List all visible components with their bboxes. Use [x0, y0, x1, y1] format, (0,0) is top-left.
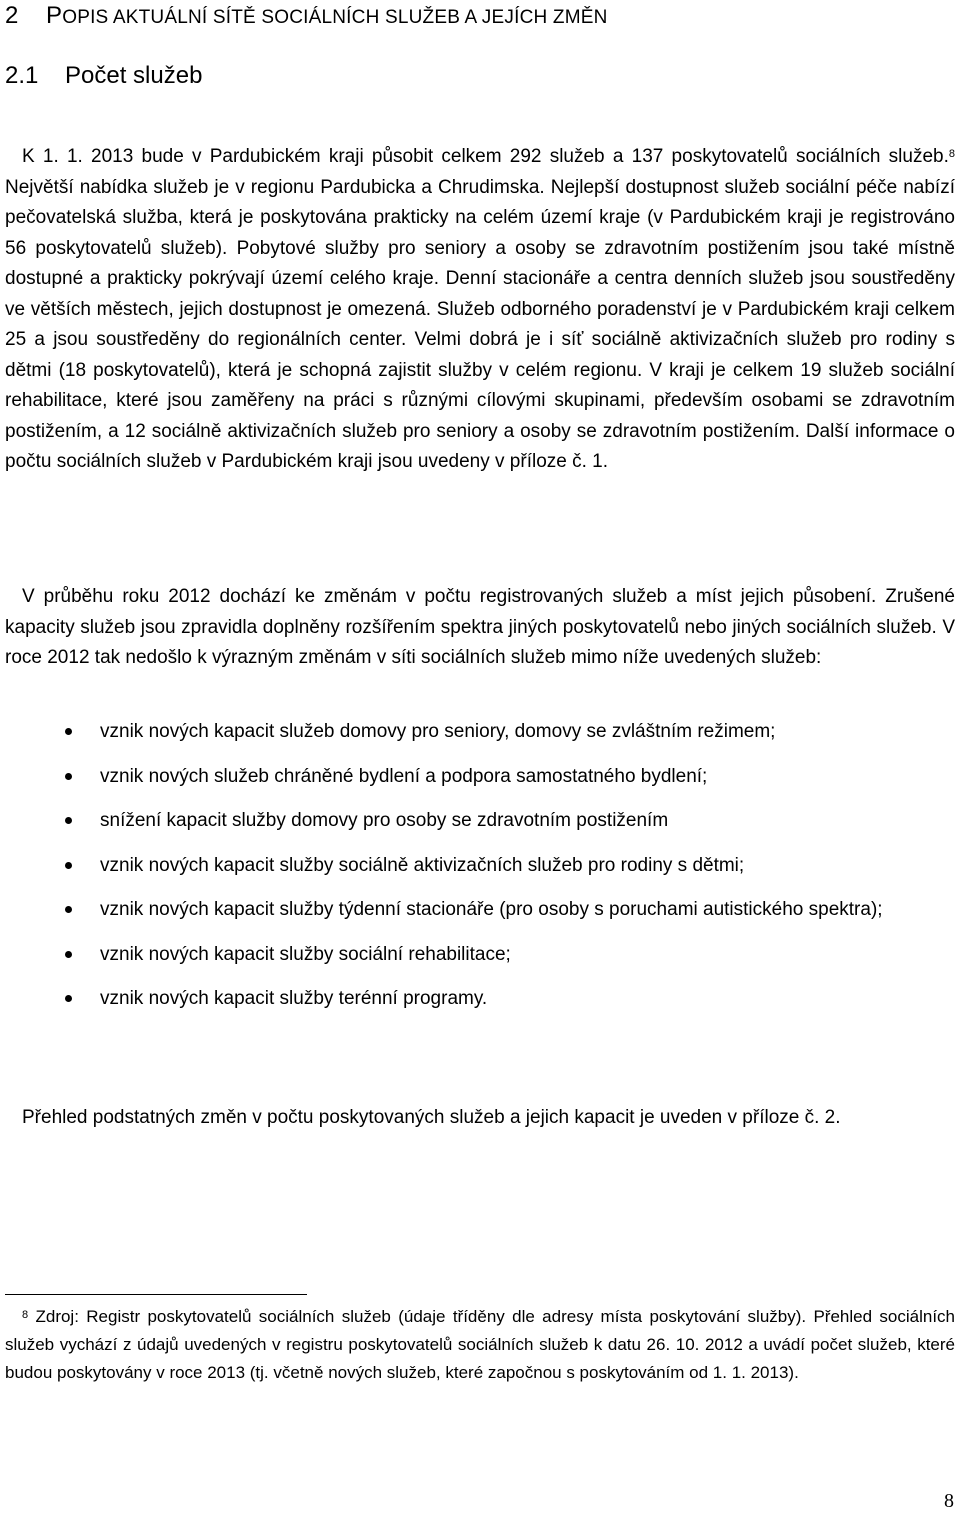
- bullet-icon: [65, 995, 72, 1002]
- list-item: vznik nových kapacit služby týdenní stacionáře (pro osoby s poruchami autistického spektra);: [5, 895, 955, 926]
- paragraph-text: K 1. 1. 2013 bude v Pardubickém kraji působit celkem 292 služeb a 137 poskytovatelů sociálních služeb.: [22, 146, 949, 167]
- changes-list: [5, 717, 955, 1029]
- chapter-number: 2: [5, 2, 19, 29]
- bullet-icon: [65, 817, 72, 824]
- page-number: 8: [944, 1490, 954, 1512]
- footnote-separator: [5, 1294, 307, 1295]
- bullet-icon: [65, 906, 72, 913]
- bullet-icon: [65, 862, 72, 869]
- footnote-reference: 8: [948, 148, 955, 160]
- bullet-icon: [65, 951, 72, 958]
- list-item: snížení kapacit služby domovy pro osoby se zdravotním postižením: [5, 806, 955, 837]
- section-heading: [5, 62, 202, 90]
- section-number: 2.1: [5, 62, 39, 89]
- chapter-title-initial: P: [46, 2, 63, 29]
- bullet-icon: [65, 773, 72, 780]
- list-item: vznik nových kapacit služby sociálně aktivizačních služeb pro rodiny s dětmi;: [5, 851, 955, 882]
- footnote-number: 8: [22, 1309, 29, 1321]
- footnote-text: Zdroj: Registr poskytovatelů sociálních služeb (údaje tříděny dle adresy místa poskytování služby). Přehled sociálních služeb vychází z údajů uvedených v registru poskytovatelů sociálních služeb k datu 26. 10. 2012 a uvádí počet služeb, které budou poskytovány v roce 2013 (tj. včetně nových služeb, které započnou s poskytováním od 1. 1. 2013).: [5, 1307, 955, 1382]
- chapter-heading: [5, 2, 608, 30]
- paragraph-annex-reference: Přehled podstatných změn v počtu poskytovaných služeb a jejich kapacit je uveden v příloze č. 2.: [22, 1107, 841, 1128]
- paragraph-text: Největší nabídka služeb je v regionu Pardubicka a Chrudimska. Nejlepší dostupnost služeb sociální péče nabízí pečovatelská služba, která je poskytována prakticky na celém území kraje (v Pardubickém kraji je registrováno 56 poskytovatelů služeb). Pobytové služby pro seniory a osoby se zdravotním postižením jsou také místně dostupné a prakticky pokrývají území celého kraje. Denní stacionáře a centra denních služeb jsou soustředěny ve větších městech, jejich dostupnost je omezená. Služeb odborného poradenství je v Pardubickém kraji celkem 25 a jsou soustředěny do regionálních center. Velmi dobrá je i síť sociálně aktivizačních služeb pro rodiny s dětmi (18 poskytovatelů), která je schopná zajistit služby v celém regionu. V kraji je celkem 19 služeb sociální rehabilitace, které jsou zaměřeny na práci s různými cílovými skupinami, především osobami se zdravotním postižením, a 12 sociálně aktivizačních služeb pro seniory a osoby se zdravotním postižením. Další informace o počtu sociálních služeb v Pardubickém kraji jsou uvedeny v příloze č. 1.: [5, 176, 955, 472]
- list-item: vznik nových kapacit služby sociální rehabilitace;: [5, 940, 955, 971]
- paragraph-changes-2012: V průběhu roku 2012 dochází ke změnám v počtu registrovaných služeb a míst jejich působení. Zrušené kapacity služeb jsou zpravidla doplněny rozšířením spektra jiných poskytovatelů nebo jiných sociálních služeb. V roce 2012 tak nedošlo k výrazným změnám v síti sociálních služeb mimo níže uvedených služeb:: [5, 586, 955, 668]
- section-title: Počet služeb: [65, 62, 203, 89]
- bullet-icon: [65, 728, 72, 735]
- footnote: [5, 1303, 955, 1387]
- list-item: vznik nových kapacit služby terénní programy.: [5, 984, 955, 1015]
- paragraph-service-count: [5, 142, 955, 478]
- list-item: vznik nových kapacit služeb domovy pro seniory, domovy se zvláštním režimem;: [5, 717, 955, 748]
- list-item: vznik nových služeb chráněné bydlení a podpora samostatného bydlení;: [5, 762, 955, 793]
- chapter-title: OPIS AKTUÁLNÍ SÍTĚ SOCIÁLNÍCH SLUŽEB A JEJÍCH ZMĚN: [62, 7, 608, 28]
